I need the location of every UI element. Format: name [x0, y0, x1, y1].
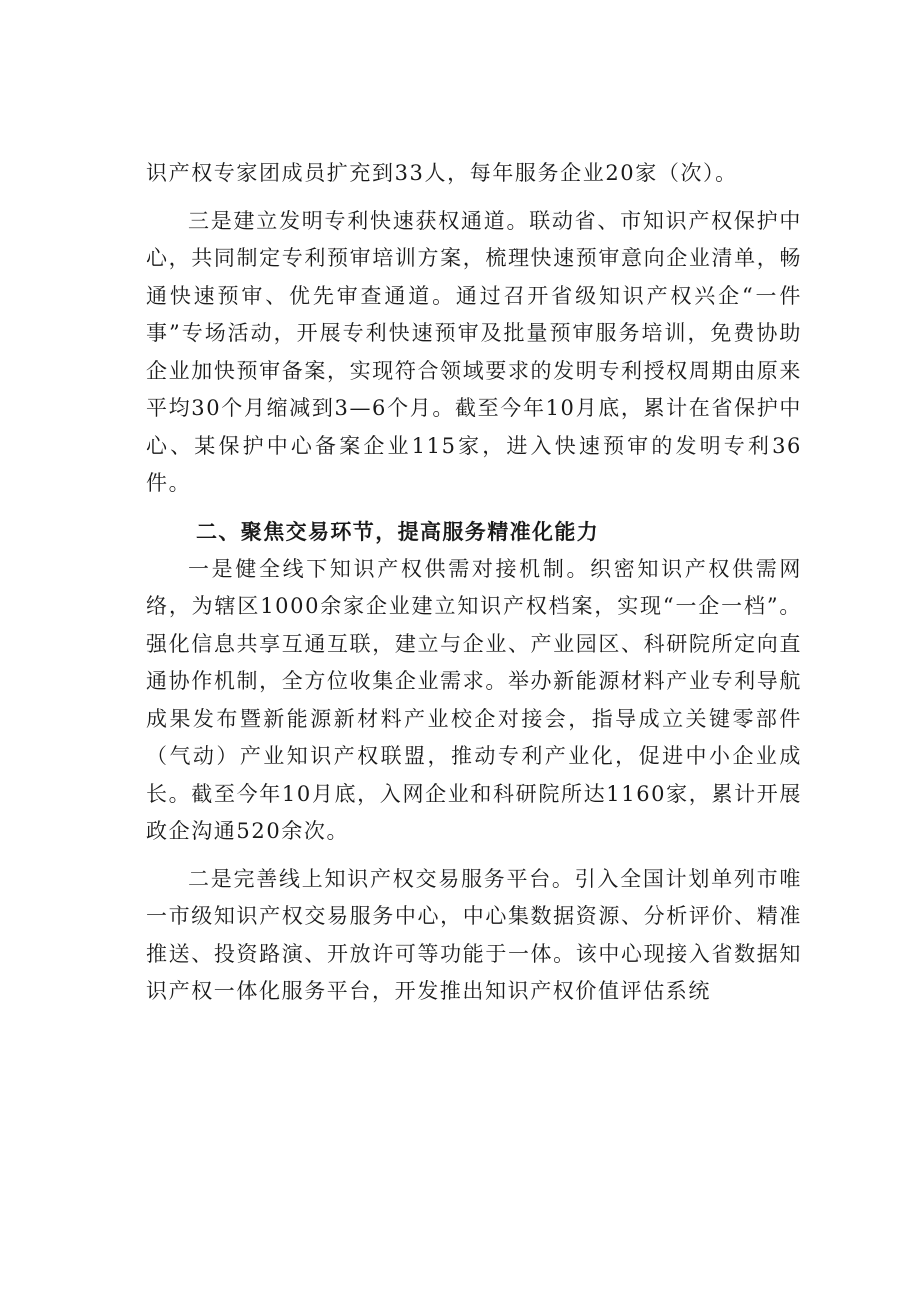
document-page	[146, 155, 802, 1011]
paragraph-offline-mechanism: 一是健全线下知识产权供需对接机制。织密知识产权供需网络，为辖区1000余家企业建立知识产权档案，实现“一企一档”。强化信息共享互通互联，建立与企业、产业园区、科研院所定向直通协作机制，全方位收集企业需求。举办新能源材料产业专利导航成果发布暨新能源新材料产业校企对接会，指导成立关键零部件（气动）产业知识产权联盟，推动专利产业化，促进中小企业成长。截至今年10月底，入网企业和科研院所达1160家，累计开展政企沟通520余次。	[146, 556, 802, 843]
paragraph-invention-patent-channel: 三是建立发明专利快速获权通道。联动省、市知识产权保护中心，共同制定专利预审培训方案，梳理快速预审意向企业清单，畅通快速预审、优先审查通道。通过召开省级知识产权兴企“一件事”专场活动，开展专利快速预审及批量预审服务培训，免费协助企业加快预审备案，实现符合领域要求的发明专利授权周期由原来平均30个月缩减到3—6个月。截至今年10月底，累计在省保护中心、某保护中心备案企业115家，进入快速预审的发明专利36件。	[146, 208, 802, 495]
paragraph-continuation: 识产权专家团成员扩充到33人，每年服务企业20家（次）。	[146, 161, 738, 185]
paragraph-online-platform: 二是完善线上知识产权交易服务平台。引入全国计划单列市唯一市级知识产权交易服务中心，中心集数据资源、分析评价、精准推送、投资路演、开放许可等功能于一体。该中心现接入省数据知识产权一体化服务平台，开发推出知识产权价值评估系统	[146, 866, 802, 1003]
section-heading: 二、聚焦交易环节，提高服务精准化能力	[196, 519, 600, 544]
